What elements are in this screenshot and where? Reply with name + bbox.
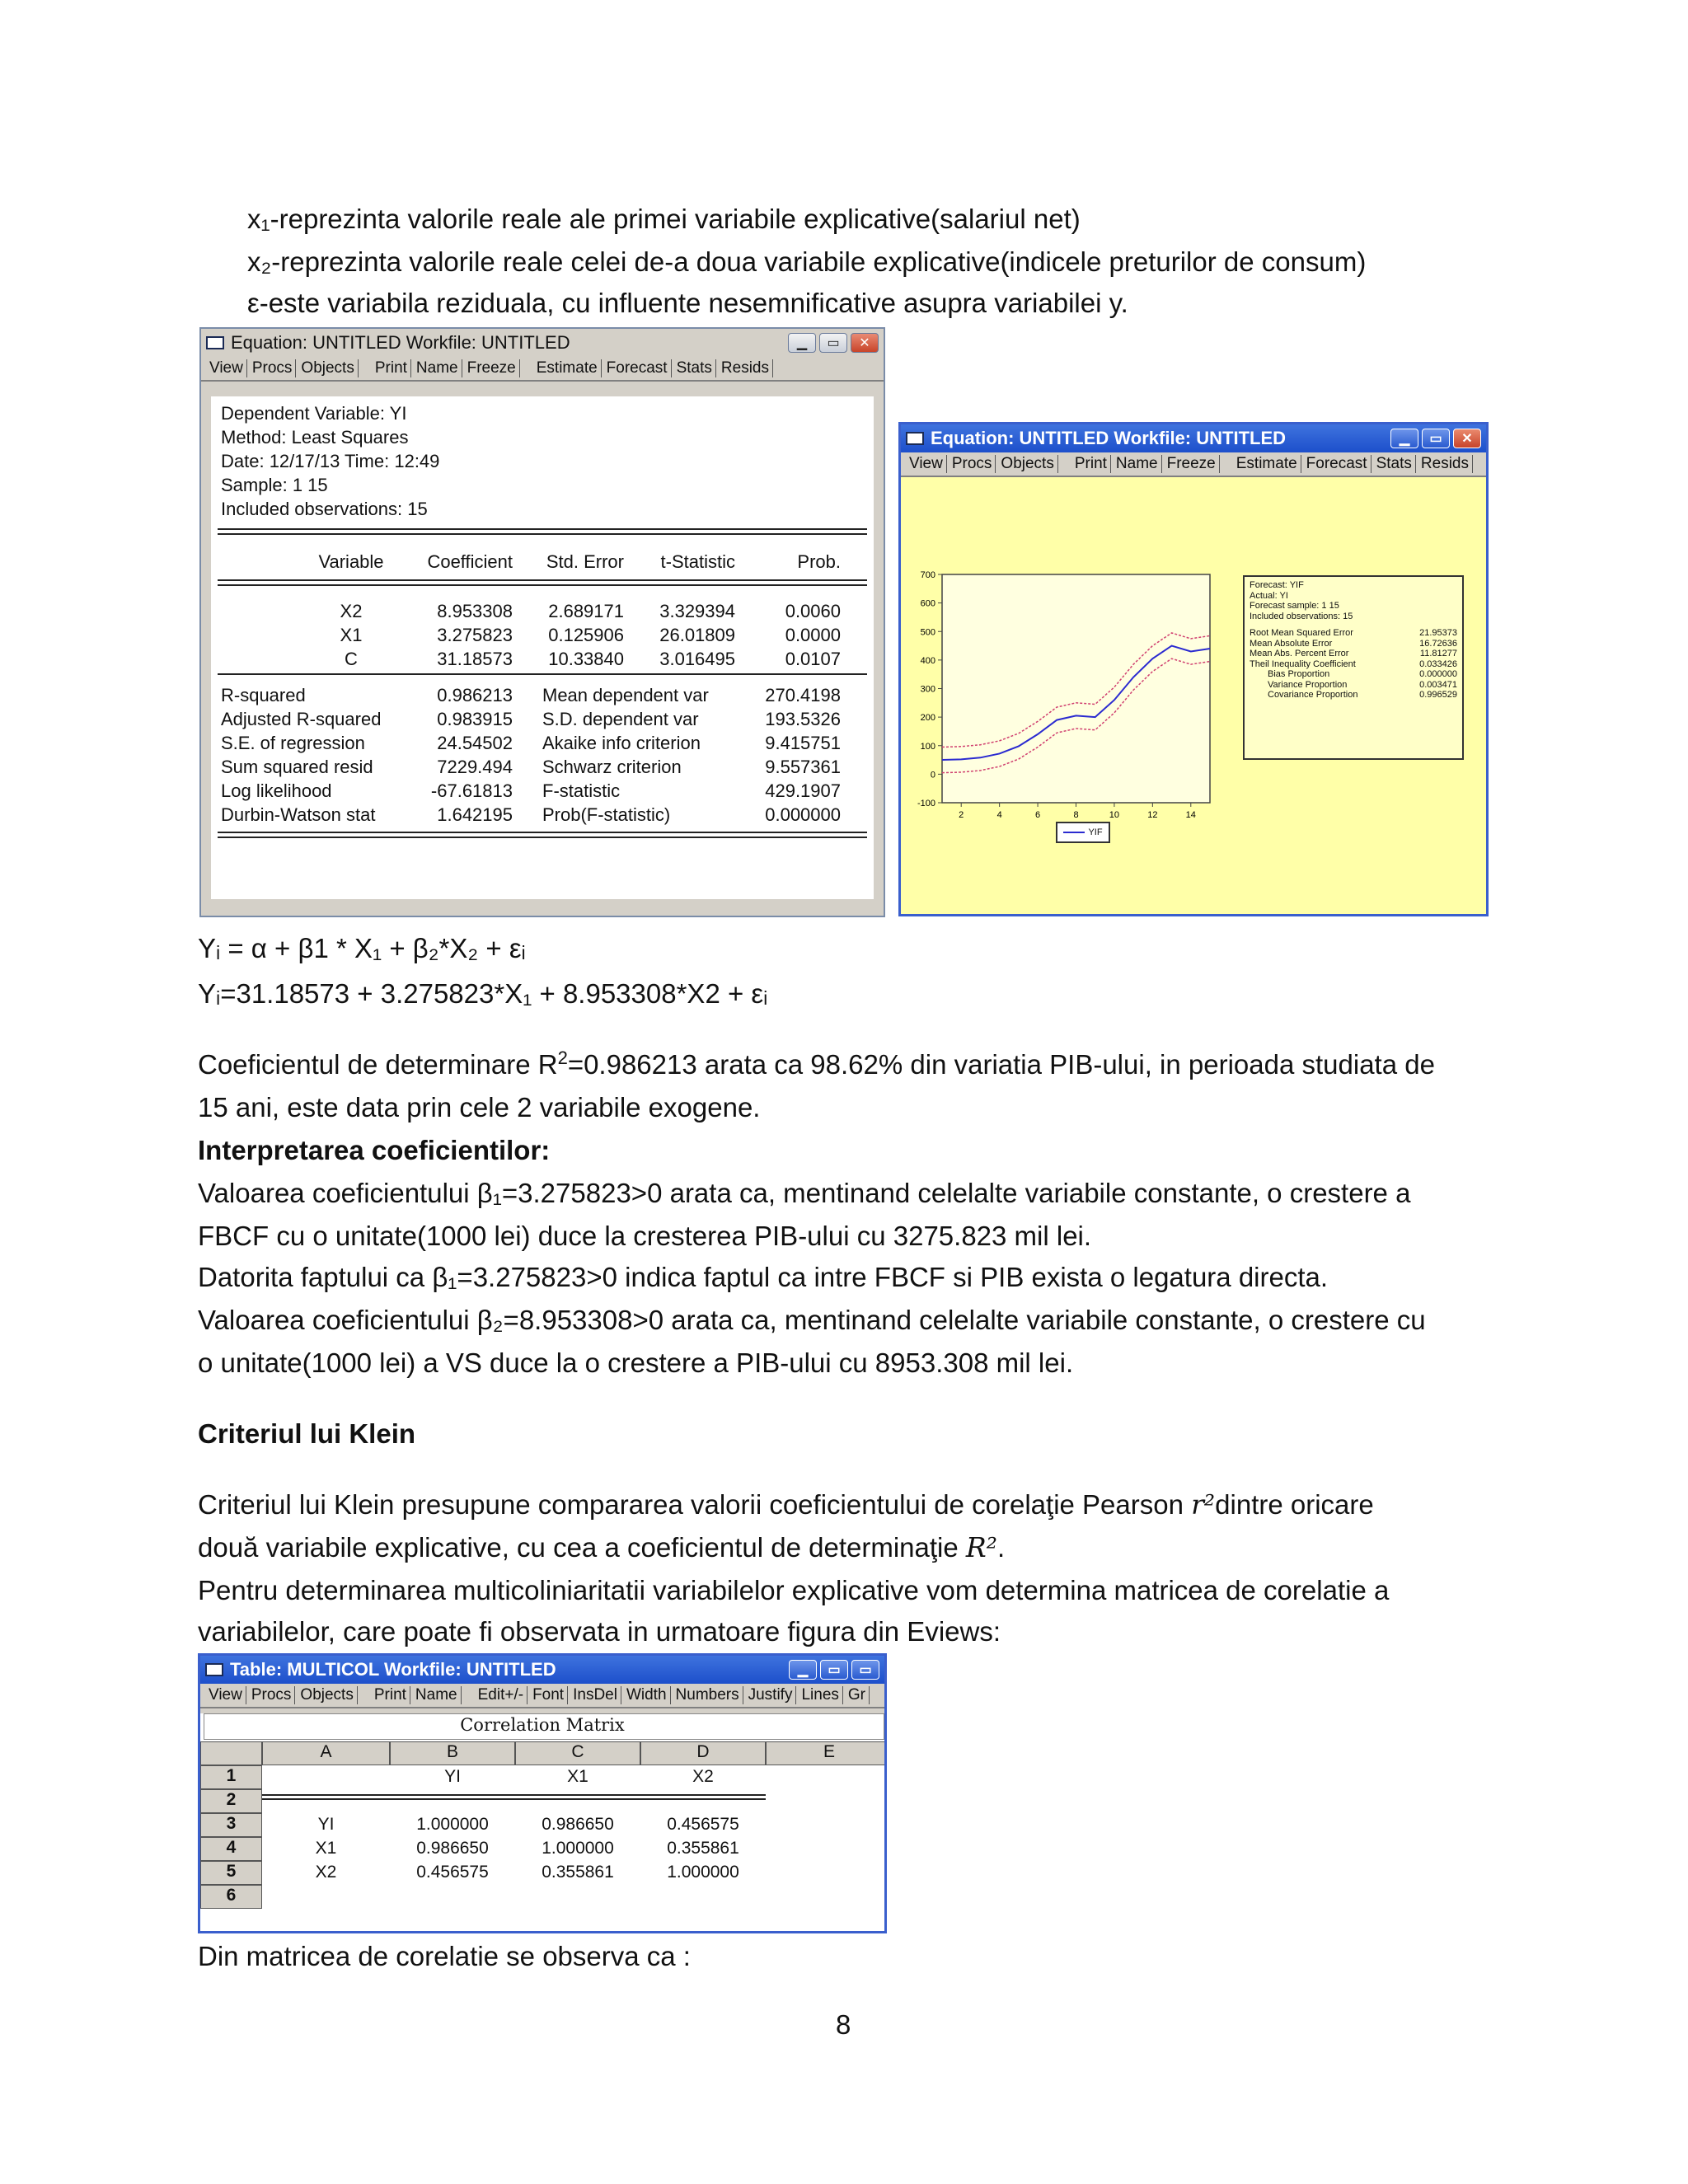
- stat-label: Adjusted R-squared: [221, 709, 382, 729]
- toolbar-objects-button[interactable]: Objects: [298, 359, 358, 377]
- klein-R2: R²: [965, 1531, 997, 1563]
- forecast-stat-label: Root Mean Squared Error: [1250, 628, 1353, 638]
- forecast-stat-row: [1250, 639, 1457, 649]
- stat-label: Durbin-Watson stat: [221, 804, 376, 825]
- klein-line2: [198, 1526, 1484, 1569]
- table-cell[interactable]: 0.456575: [667, 1815, 739, 1834]
- meta-line: Dependent Variable: YI: [221, 403, 407, 424]
- forecast-stat-value: 0.996529: [1419, 690, 1457, 700]
- row-header[interactable]: 2: [200, 1789, 262, 1813]
- r2-text-a: Coeficientul de determinare R: [198, 1049, 558, 1080]
- coef-cell: 0.0060: [785, 601, 841, 621]
- x-tick-label: 10: [1109, 810, 1120, 820]
- coef-cell: X2: [340, 601, 363, 621]
- conclusion-line: Din matricea de corelatie se observa ca :: [198, 1941, 691, 1971]
- divider: [218, 673, 867, 675]
- x-tick-label: 12: [1147, 810, 1158, 820]
- klein-line1: [198, 1483, 1484, 1526]
- table-divider: [262, 1794, 766, 1800]
- model-estimated: Yᵢ=31.18573 + 3.275823*X₁ + 8.953308*X2 + εᵢ: [198, 978, 768, 1009]
- maximize-icon[interactable]: ▭: [820, 1660, 848, 1680]
- stat-value: 0.983915: [437, 709, 513, 729]
- minimize-icon[interactable]: ▁: [789, 1660, 817, 1680]
- toolbar-print-button[interactable]: Print: [371, 1686, 410, 1704]
- coef-cell: 3.275823: [437, 625, 513, 645]
- beta2-line1: Valoarea coeficientului β₂=8.953308>0 arata ca, mentinand celelalte variabile constante, o crestere cu: [198, 1305, 1426, 1335]
- coef-cell: 3.016495: [659, 649, 735, 669]
- stat-label: S.D. dependent var: [542, 709, 699, 729]
- corner-cell[interactable]: [200, 1741, 262, 1765]
- column-header[interactable]: E: [766, 1741, 887, 1765]
- forecast-toolbar: [901, 452, 1486, 477]
- toolbar-view-button[interactable]: View: [906, 455, 947, 473]
- row-header[interactable]: 5: [200, 1861, 262, 1885]
- toolbar-name-button[interactable]: Name: [413, 359, 462, 377]
- meta-line: Sample: 1 15: [221, 475, 328, 495]
- stat-value: 9.415751: [765, 733, 841, 753]
- page-number: 8: [836, 2009, 851, 2040]
- r2-superscript: 2: [557, 1047, 568, 1068]
- column-header: Std. Error: [546, 551, 624, 572]
- divider: [218, 528, 867, 535]
- forecast-stat-value: 11.81277: [1419, 649, 1457, 658]
- toolbar-resids-button[interactable]: Resids: [1418, 455, 1473, 473]
- table-cell[interactable]: YI: [444, 1767, 461, 1786]
- stat-label: F-statistic: [542, 780, 621, 801]
- toolbar-procs-button[interactable]: Procs: [248, 1686, 296, 1704]
- epsilon-definition: ε-este variabila reziduala, cu influente nesemnificative asupra variabilei y.: [247, 288, 1128, 318]
- beta1-line1: Valoarea coeficientului β₁=3.275823>0 arata ca, mentinand celelalte variabile constante, o crestere a: [198, 1178, 1411, 1208]
- column-header: Coefficient: [427, 551, 513, 572]
- x-tick-label: 8: [1073, 810, 1079, 820]
- forecast-titlebar[interactable]: [901, 424, 1486, 452]
- column-header[interactable]: D: [640, 1741, 766, 1765]
- toolbar-stats-button[interactable]: Stats: [1373, 455, 1416, 473]
- stat-value: 0.986213: [437, 685, 513, 705]
- klein-text-d: .: [996, 1532, 1006, 1563]
- divider: [218, 832, 867, 838]
- x-tick-label: 14: [1185, 810, 1196, 820]
- divider: [218, 579, 867, 586]
- stat-label: Akaike info criterion: [542, 733, 701, 753]
- toolbar-insdel-button[interactable]: InsDel: [570, 1686, 621, 1704]
- y-tick-label: 700: [920, 570, 935, 580]
- toolbar-forecast-button[interactable]: Forecast: [1303, 455, 1372, 473]
- table-window[interactable]: [198, 1653, 887, 1933]
- table-cell[interactable]: X1: [567, 1767, 588, 1786]
- toolbar-view-button[interactable]: View: [205, 1686, 246, 1704]
- minimize-icon[interactable]: ▁: [1390, 429, 1418, 448]
- coef-cell: X1: [340, 625, 363, 645]
- stat-value: 7229.494: [437, 757, 513, 777]
- multicol-line1: Pentru determinarea multicoliniaritatii variabilelor explicative vom determina matricea de corelatie a: [198, 1575, 1390, 1605]
- toolbar-font-button[interactable]: Font: [529, 1686, 568, 1704]
- klein-text-c: două variabile explicative, cu cea a coeficientul de determinaţie: [198, 1532, 966, 1563]
- x2-definition: x₂-reprezinta valorile reale celei de-a doua variabile explicative(indicele preturilor de consum): [247, 246, 1367, 277]
- maximize-icon[interactable]: ▭: [851, 1660, 879, 1680]
- forecast-stat-row: [1250, 690, 1457, 701]
- forecast-info-line: Forecast: YIF: [1250, 580, 1304, 590]
- stat-value: 0.000000: [765, 804, 841, 825]
- coef-cell: 0.0000: [785, 625, 841, 645]
- stat-label: Sum squared resid: [221, 757, 373, 777]
- x-tick-label: 6: [1035, 810, 1041, 820]
- stat-value: 9.557361: [765, 757, 841, 777]
- forecast-stat-value: 0.000000: [1419, 669, 1457, 679]
- forecast-stat-label: Variance Proportion: [1268, 679, 1348, 690]
- equation-toolbar: [201, 357, 884, 382]
- table-cell[interactable]: X2: [315, 1863, 337, 1882]
- table-cell[interactable]: X1: [315, 1839, 337, 1858]
- coef-cell: 3.329394: [659, 601, 735, 621]
- coef-cell: 31.18573: [437, 649, 513, 669]
- table-toolbar: [200, 1684, 884, 1708]
- forecast-stat-value: 0.033426: [1419, 658, 1457, 669]
- toolbar-justify-button[interactable]: Justify: [745, 1686, 797, 1704]
- row-header[interactable]: 1: [200, 1765, 262, 1789]
- coef-cell: 0.0107: [785, 649, 841, 669]
- y-tick-label: 100: [920, 741, 935, 752]
- toolbar-objects-button[interactable]: Objects: [297, 1686, 357, 1704]
- table-cell[interactable]: 1.000000: [542, 1839, 614, 1858]
- klein-r2: r²: [1191, 1488, 1216, 1521]
- close-icon[interactable]: ✕: [1453, 429, 1481, 448]
- window-icon: [906, 432, 924, 445]
- maximize-icon[interactable]: ▭: [1422, 429, 1450, 448]
- coef-cell: 2.689171: [548, 601, 624, 621]
- forecast-legend: [1056, 822, 1110, 843]
- forecast-stat-value: 16.72636: [1419, 638, 1457, 649]
- y-tick-label: 200: [920, 713, 935, 724]
- minimize-icon[interactable]: ▁: [788, 333, 816, 353]
- forecast-stat-row: [1250, 659, 1457, 670]
- y-tick-label: 0: [930, 770, 935, 780]
- caption-border: [204, 1713, 884, 1740]
- table-cell[interactable]: 0.456575: [416, 1863, 489, 1882]
- toolbar-stats-button[interactable]: Stats: [673, 359, 716, 377]
- forecast-stat-label: Mean Absolute Error: [1250, 638, 1333, 649]
- forecast-stat-row: [1250, 669, 1457, 680]
- multicol-line2: variabilelor, care poate fi observata in urmatoare figura din Eviews:: [198, 1616, 1001, 1647]
- y-tick-label: 400: [920, 655, 935, 666]
- toolbar-estimate-button[interactable]: Estimate: [533, 359, 602, 377]
- toolbar-procs-button[interactable]: Procs: [249, 359, 297, 377]
- forecast-stat-value: 21.95373: [1419, 628, 1457, 638]
- forecast-info-line: Forecast sample: 1 15: [1250, 601, 1339, 611]
- model-general: Yᵢ = α + β1 * X₁ + β₂*X₂ + εᵢ: [198, 933, 526, 963]
- stat-value: -67.61813: [430, 780, 513, 801]
- equation-output: [211, 396, 874, 899]
- column-header[interactable]: B: [390, 1741, 515, 1765]
- forecast-info-line: Actual: YI: [1250, 590, 1288, 601]
- forecast-window[interactable]: [898, 422, 1489, 916]
- row-header[interactable]: 3: [200, 1813, 262, 1837]
- x1-definition: x₁-reprezinta valorile reale ale primei variabile explicative(salariul net): [247, 204, 1081, 234]
- toolbar-resids-button[interactable]: Resids: [718, 359, 773, 377]
- table-cell[interactable]: 1.000000: [416, 1815, 489, 1834]
- forecast-stat-row: [1250, 628, 1457, 639]
- toolbar-name-button[interactable]: Name: [1113, 455, 1162, 473]
- toolbar-edit--button[interactable]: Edit+/-: [475, 1686, 528, 1704]
- toolbar-print-button[interactable]: Print: [1071, 455, 1111, 473]
- r2-paragraph-line2: 15 ani, este data prin cele 2 variabile exogene.: [198, 1092, 761, 1122]
- coef-cell: 26.01809: [659, 625, 735, 645]
- coef-cell: 10.33840: [548, 649, 624, 669]
- stat-value: 429.1907: [765, 780, 841, 801]
- forecast-info-line: Included observations: 15: [1250, 611, 1353, 621]
- toolbar-estimate-button[interactable]: Estimate: [1233, 455, 1301, 473]
- y-tick-label: 300: [920, 684, 935, 695]
- toolbar-numbers-button[interactable]: Numbers: [673, 1686, 743, 1704]
- forecast-stat-value: 0.003471: [1419, 679, 1457, 690]
- x-tick-label: 2: [959, 810, 964, 820]
- close-icon[interactable]: ✕: [851, 333, 879, 353]
- meta-line: Method: Least Squares: [221, 427, 409, 448]
- table-cell[interactable]: X2: [692, 1767, 714, 1786]
- coef-cell: 8.953308: [437, 601, 513, 621]
- forecast-stat-label: Mean Abs. Percent Error: [1250, 649, 1349, 658]
- toolbar-lines-button[interactable]: Lines: [798, 1686, 842, 1704]
- toolbar-print-button[interactable]: Print: [372, 359, 411, 377]
- stat-label: Mean dependent var: [542, 685, 709, 705]
- table-cell[interactable]: 0.355861: [667, 1839, 739, 1858]
- plot-area: [942, 574, 1210, 803]
- forecast-stat-label: Covariance Proportion: [1268, 690, 1358, 700]
- table-cell[interactable]: 1.000000: [667, 1863, 739, 1882]
- stat-label: Prob(F-statistic): [542, 804, 671, 825]
- toolbar-name-button[interactable]: Name: [412, 1686, 462, 1704]
- klein-text-b: dintre oricare: [1215, 1489, 1374, 1520]
- table-caption: Correlation Matrix: [460, 1715, 625, 1735]
- beta1-line3: Datorita faptului ca β₁=3.275823>0 indica faptul ca intre FBCF si PIB exista o legatura directa.: [198, 1262, 1329, 1292]
- forecast-stat-label: Bias Proportion: [1268, 669, 1330, 679]
- forecast-stat-row: [1250, 649, 1457, 659]
- stat-label: R-squared: [221, 685, 306, 705]
- klein-heading: Criteriul lui Klein: [198, 1418, 416, 1449]
- y-tick-label: 600: [920, 598, 935, 609]
- stat-label: S.E. of regression: [221, 733, 365, 753]
- y-tick-label: -100: [917, 799, 935, 808]
- stat-label: Schwarz criterion: [542, 757, 682, 777]
- column-header: Prob.: [797, 551, 841, 572]
- toolbar-gr-button[interactable]: Gr: [845, 1686, 870, 1704]
- equation-window[interactable]: [199, 327, 885, 917]
- interpretation-heading: Interpretarea coeficientilor:: [198, 1135, 551, 1165]
- beta1-line2: FBCF cu o unitate(1000 lei) duce la cresterea PIB-ului cu 3275.823 mil lei.: [198, 1221, 1092, 1251]
- stat-value: 1.642195: [437, 804, 513, 825]
- column-header: t-Statistic: [660, 551, 735, 572]
- meta-line: Date: 12/17/13 Time: 12:49: [221, 451, 440, 471]
- forecast-stat-row: [1250, 680, 1457, 691]
- spacer: [1250, 621, 1457, 628]
- stat-label: Log likelihood: [221, 780, 332, 801]
- beta2-line2: o unitate(1000 lei) a VS duce la o crestere a PIB-ului cu 8953.308 mil lei.: [198, 1347, 1074, 1378]
- equation-titlebar[interactable]: [201, 329, 884, 357]
- column-header[interactable]: A: [262, 1741, 390, 1765]
- forecast-title: Equation: UNTITLED Workfile: UNTITLED: [931, 428, 1287, 448]
- stat-value: 24.54502: [437, 733, 513, 753]
- table-title: Table: MULTICOL Workfile: UNTITLED: [230, 1659, 556, 1680]
- meta-line: Included observations: 15: [221, 499, 428, 519]
- row-header[interactable]: 6: [200, 1885, 262, 1909]
- r2-paragraph-line1: [198, 1043, 1484, 1086]
- toolbar-forecast-button[interactable]: Forecast: [603, 359, 672, 377]
- table-cell[interactable]: 0.986650: [416, 1839, 489, 1858]
- coef-cell: C: [345, 649, 358, 669]
- window-icon: [206, 336, 224, 349]
- r2-text-b: =0.986213 arata ca 98.62% din variatia PIB-ului, in perioada studiata de: [567, 1049, 1435, 1080]
- table-cell[interactable]: 0.986650: [542, 1815, 614, 1834]
- window-icon: [205, 1663, 223, 1676]
- toolbar-view-button[interactable]: View: [206, 359, 247, 377]
- toolbar-freeze-button[interactable]: Freeze: [464, 359, 520, 377]
- legend-label: YIF: [1088, 827, 1103, 837]
- legend-line-icon: [1063, 830, 1085, 835]
- row-header[interactable]: 4: [200, 1837, 262, 1861]
- x-tick-label: 4: [996, 810, 1002, 820]
- toolbar-procs-button[interactable]: Procs: [949, 455, 996, 473]
- toolbar-freeze-button[interactable]: Freeze: [1164, 455, 1220, 473]
- maximize-icon[interactable]: ▭: [819, 333, 847, 353]
- equation-title: Equation: UNTITLED Workfile: UNTITLED: [231, 332, 570, 353]
- correlation-grid: [200, 1713, 884, 1931]
- forecast-stat-label: Theil Inequality Coefficient: [1250, 658, 1356, 669]
- column-header[interactable]: C: [515, 1741, 640, 1765]
- stat-value: 193.5326: [765, 709, 841, 729]
- y-tick-label: 500: [920, 627, 935, 638]
- table-titlebar[interactable]: [200, 1656, 884, 1684]
- klein-text-a: Criteriul lui Klein presupune compararea valorii coeficientului de corelaţie Pearson: [198, 1489, 1192, 1520]
- stat-value: 270.4198: [765, 685, 841, 705]
- forecast-stats-box: [1243, 575, 1464, 760]
- toolbar-objects-button[interactable]: Objects: [997, 455, 1057, 473]
- coef-cell: 0.125906: [548, 625, 624, 645]
- table-cell[interactable]: YI: [317, 1815, 335, 1834]
- toolbar-width-button[interactable]: Width: [623, 1686, 671, 1704]
- table-cell[interactable]: 0.355861: [542, 1863, 614, 1882]
- column-header: Variable: [318, 551, 384, 572]
